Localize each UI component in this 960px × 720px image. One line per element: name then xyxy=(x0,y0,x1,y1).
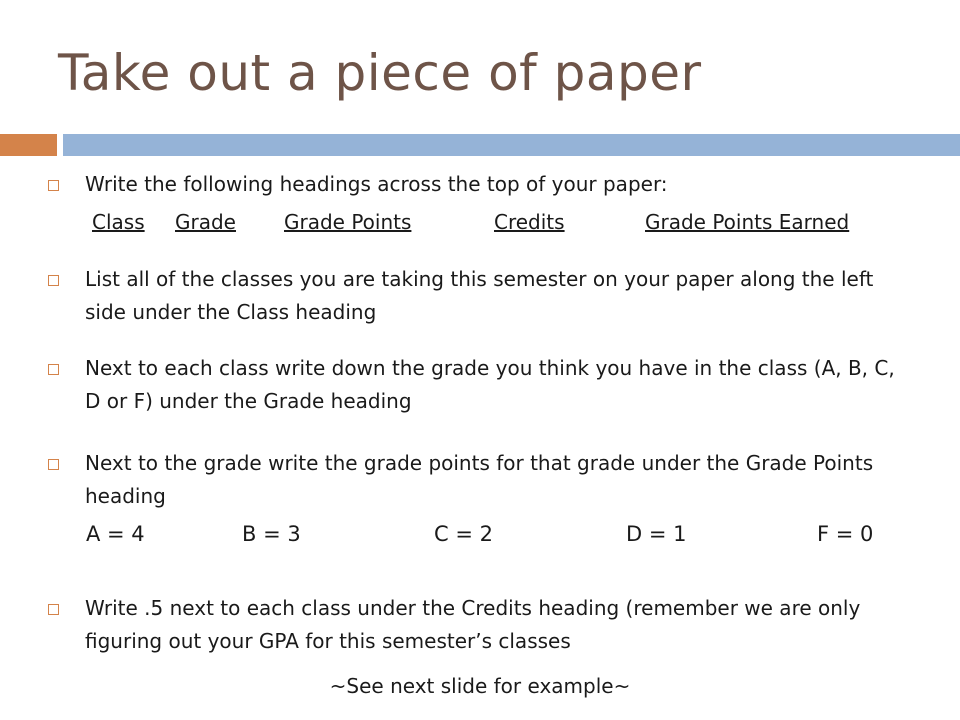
accent-bar-blue xyxy=(63,134,960,156)
grade-scale-row xyxy=(0,522,960,552)
accent-bar-orange xyxy=(0,134,57,156)
heading-grade-points-earned: Grade Points Earned xyxy=(645,210,850,234)
square-bullet-icon xyxy=(48,604,59,615)
grade-scale-a: A = 4 xyxy=(86,522,145,546)
bullet-text: Write .5 next to each class under the Credits heading (remember we are only figuring out your GPA for this semester’s classes xyxy=(85,596,861,653)
square-bullet-icon xyxy=(48,459,59,470)
grade-scale-b: B = 3 xyxy=(242,522,301,546)
heading-grade-points: Grade Points xyxy=(284,210,412,234)
footer-note: ~See next slide for example~ xyxy=(329,674,631,698)
bullet-text: Write the following headings across the top of your paper: xyxy=(85,172,668,196)
heading-grade: Grade xyxy=(175,210,236,234)
bullet-item xyxy=(48,352,910,418)
bullet-item xyxy=(48,263,910,329)
bullet-item xyxy=(48,168,910,201)
grade-scale-d: D = 1 xyxy=(626,522,687,546)
bullet-text: Next to the grade write the grade points for that grade under the Grade Points heading xyxy=(85,451,874,508)
slide-title: Take out a piece of paper xyxy=(58,44,702,102)
bullet-text: Next to each class write down the grade you think you have in the class (A, B, C, D or F) under the Grade heading xyxy=(85,356,895,413)
square-bullet-icon xyxy=(48,275,59,286)
heading-credits: Credits xyxy=(494,210,565,234)
grade-scale-c: C = 2 xyxy=(434,522,493,546)
heading-class: Class xyxy=(92,210,145,234)
bullet-item xyxy=(48,447,910,513)
square-bullet-icon xyxy=(48,364,59,375)
square-bullet-icon xyxy=(48,180,59,191)
bullet-text: List all of the classes you are taking this semester on your paper along the left side under the Class heading xyxy=(85,267,874,324)
grade-scale-f: F = 0 xyxy=(817,522,874,546)
headings-row xyxy=(0,210,960,240)
bullet-item xyxy=(48,592,910,658)
